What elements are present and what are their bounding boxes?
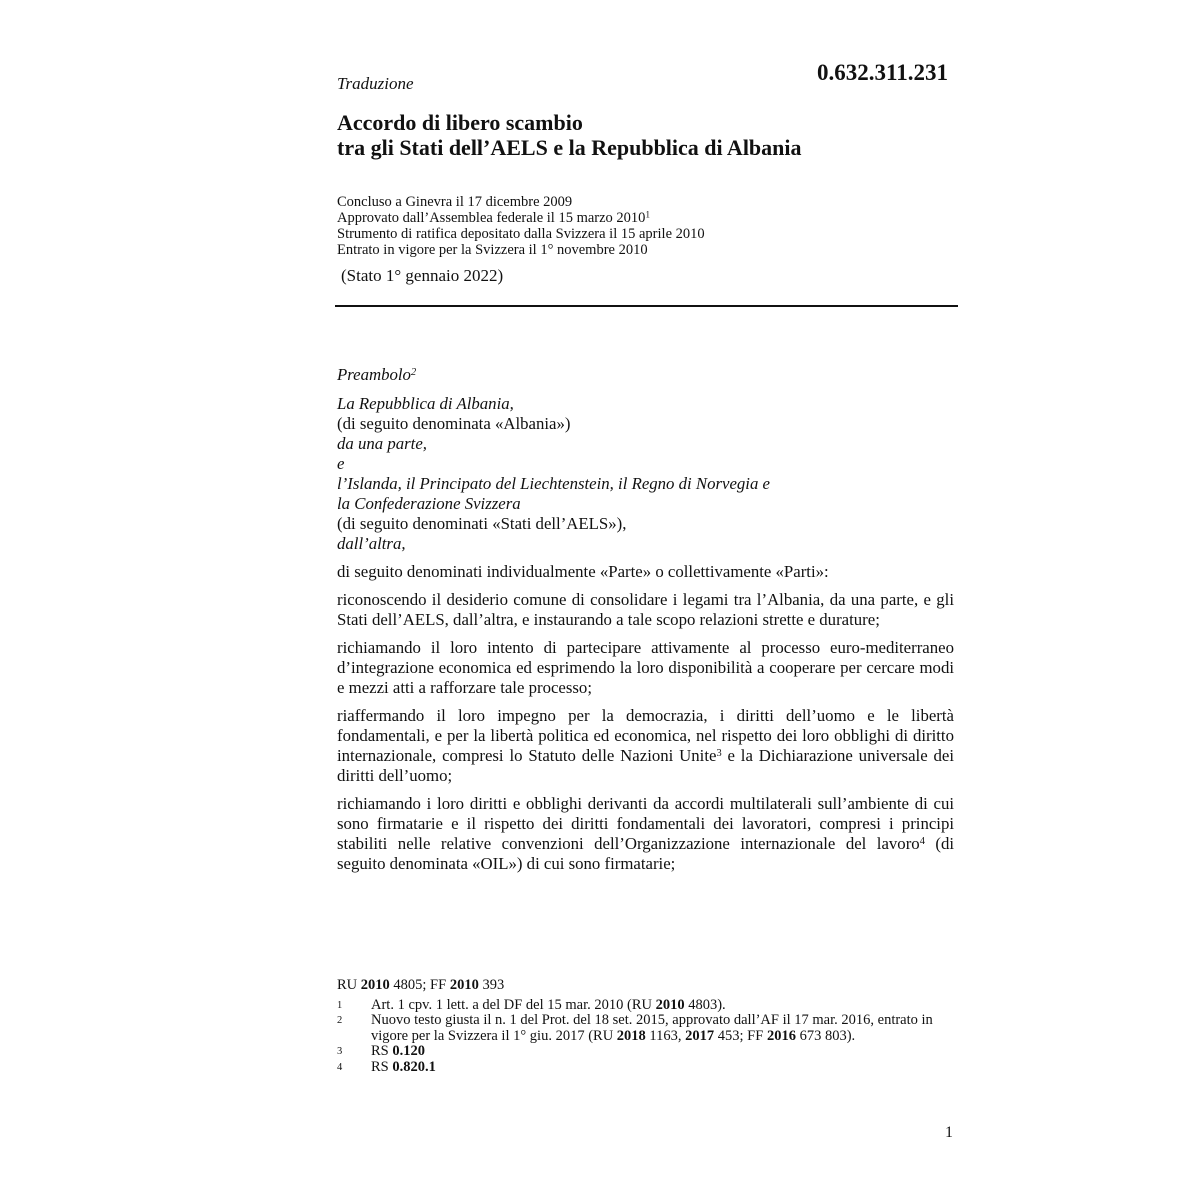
footnote-3-text — [371, 1044, 957, 1060]
party2-alias: (di seguito denominati «Stati dell’AELS»), — [337, 514, 627, 533]
recital-3-text-a: riaffermando il loro impegno per la democrazia, i diritti dell’uomo e le libertà fondamentali, e per la libertà politica ed economica, nel rispetto dei loro obblighi di diritto internazionale, compresi lo Statuto delle Nazioni Unite — [337, 706, 954, 765]
approved-text: Approvato dall’Assemblea federale il 15 marzo 2010 — [337, 210, 646, 226]
footnote-2-year-1: 2018 — [616, 1027, 646, 1044]
party2-side: dall’altra, — [337, 534, 406, 553]
recital-3 — [337, 706, 954, 786]
footnote-4-number: 4 — [337, 1061, 343, 1073]
preamble-heading — [337, 365, 954, 385]
footnote-1-number: 1 — [337, 999, 343, 1011]
status-line: (Stato 1° gennaio 2022) — [341, 266, 504, 285]
footnote-ref-4: 4 — [919, 835, 925, 847]
footnote-1-year: 2010 — [655, 996, 685, 1013]
footnote-2-text — [371, 1013, 957, 1044]
footnote-1-text-b: 4803). — [684, 996, 726, 1013]
concluded-line: Concluso a Ginevra il 17 dicembre 2009 — [337, 194, 573, 210]
footnote-1-text-a: Art. 1 cpv. 1 lett. a del DF del 15 mar. 2010 (RU — [371, 996, 656, 1013]
footnote-1 — [337, 998, 957, 1014]
footnote-1-text — [371, 998, 957, 1014]
footnote-3-number: 3 — [337, 1046, 343, 1057]
recital-2: richiamando il loro intento di partecipare attivamente al processo euro-mediterraneo d’integrazione economica ed esprimendo la loro disponibilità a cooperare per cercare modi e mezzi atti a rafforzare tale processo; — [337, 638, 954, 697]
ru-page: 4805; FF — [389, 977, 450, 993]
footnote-2-year-2: 2017 — [685, 1027, 715, 1044]
footnote-2-year-3: 2016 — [766, 1027, 796, 1044]
party1-side: da una parte, — [337, 434, 427, 453]
ru-year: 2010 — [360, 977, 390, 993]
footnote-2-text-2: 453; FF — [714, 1027, 767, 1044]
footnote-4-code: 0.820.1 — [392, 1058, 436, 1075]
sr-number: 0.632.311.231 — [817, 60, 948, 85]
document-title — [337, 110, 802, 160]
header-divider — [335, 305, 958, 307]
footnotes — [337, 978, 957, 1075]
footnote-2-text-1: 1163, — [645, 1027, 686, 1044]
recital-4 — [337, 794, 954, 874]
footnote-2-text-3: 673 803). — [795, 1027, 856, 1044]
footnote-ref-2: 2 — [410, 366, 417, 378]
footnote-3 — [337, 1044, 957, 1060]
footnote-2-text-a: Nuovo testo giusta il n. 1 del Prot. del 18 set. 2015, approvato dall’AF il 17 mar. 2016, entrato in vigore per la Svizzera il 1° giu. 2017 (RU — [371, 1012, 933, 1044]
title-line-1: Accordo di libero scambio — [337, 110, 583, 135]
ru-label: RU — [337, 977, 361, 993]
official-reference — [337, 978, 957, 994]
party1-alias: (di seguito denominata «Albania») — [337, 414, 571, 433]
footnote-2-number: 2 — [337, 1015, 343, 1026]
ratification-line: Strumento di ratifica depositato dalla Svizzera il 15 aprile 2010 — [337, 226, 705, 242]
recital-4-text-a: richiamando i loro diritti e obblighi derivanti da accordi multilaterali sull’ambiente di cui sono firmatarie e il rispetto dei diritti fondamentali dei lavoratori, compresi i principi stabiliti nelle relative convenzioni dell’Organizzazione internazionale del lavoro — [337, 794, 954, 853]
translation-label: Traduzione — [337, 74, 414, 93]
collective-designation: di seguito denominati individualmente «Parte» o collettivamente «Parti»: — [337, 562, 829, 581]
party1-name: La Repubblica di Albania, — [337, 394, 514, 413]
footnote-ref-1: 1 — [645, 209, 650, 220]
party2-line-2: la Confederazione Svizzera — [337, 494, 521, 513]
approved-line — [337, 210, 705, 226]
title-line-2: tra gli Stati dell’AELS e la Repubblica di Albania — [337, 135, 802, 160]
footnote-3-code: 0.120 — [392, 1043, 425, 1059]
page-number: 1 — [945, 1124, 953, 1141]
ff-page: 393 — [478, 977, 505, 993]
recital-4-text-b: (di seguito denominata «OIL») di cui sono firmatarie; — [337, 834, 954, 873]
recital-3-text-b: e la Dichiarazione universale dei diritti dell’uomo; — [337, 746, 954, 785]
preamble-body — [337, 365, 954, 874]
and-conjunction: e — [337, 454, 345, 473]
footnote-3-prefix: RS — [371, 1043, 393, 1059]
entry-into-force-line: Entrato in vigore per la Svizzera il 1° novembre 2010 — [337, 242, 648, 258]
party2-line-1: l’Islanda, il Principato del Liechtenstein, il Regno di Norvegia e — [337, 474, 770, 493]
footnote-4-text — [371, 1060, 957, 1076]
document-metadata — [337, 194, 705, 258]
footnote-4 — [337, 1060, 957, 1076]
ff-year: 2010 — [449, 977, 479, 993]
recital-1: riconoscendo il desiderio comune di consolidare i legami tra l’Albania, da una parte, e gli Stati dell’AELS, dall’altra, e instaurando a tale scopo relazioni strette e durature; — [337, 590, 954, 629]
footnote-ref-3: 3 — [716, 747, 722, 759]
footnote-2 — [337, 1013, 957, 1044]
footnote-4-prefix: RS — [371, 1058, 393, 1075]
preamble-heading-text: Preambolo — [337, 365, 411, 384]
